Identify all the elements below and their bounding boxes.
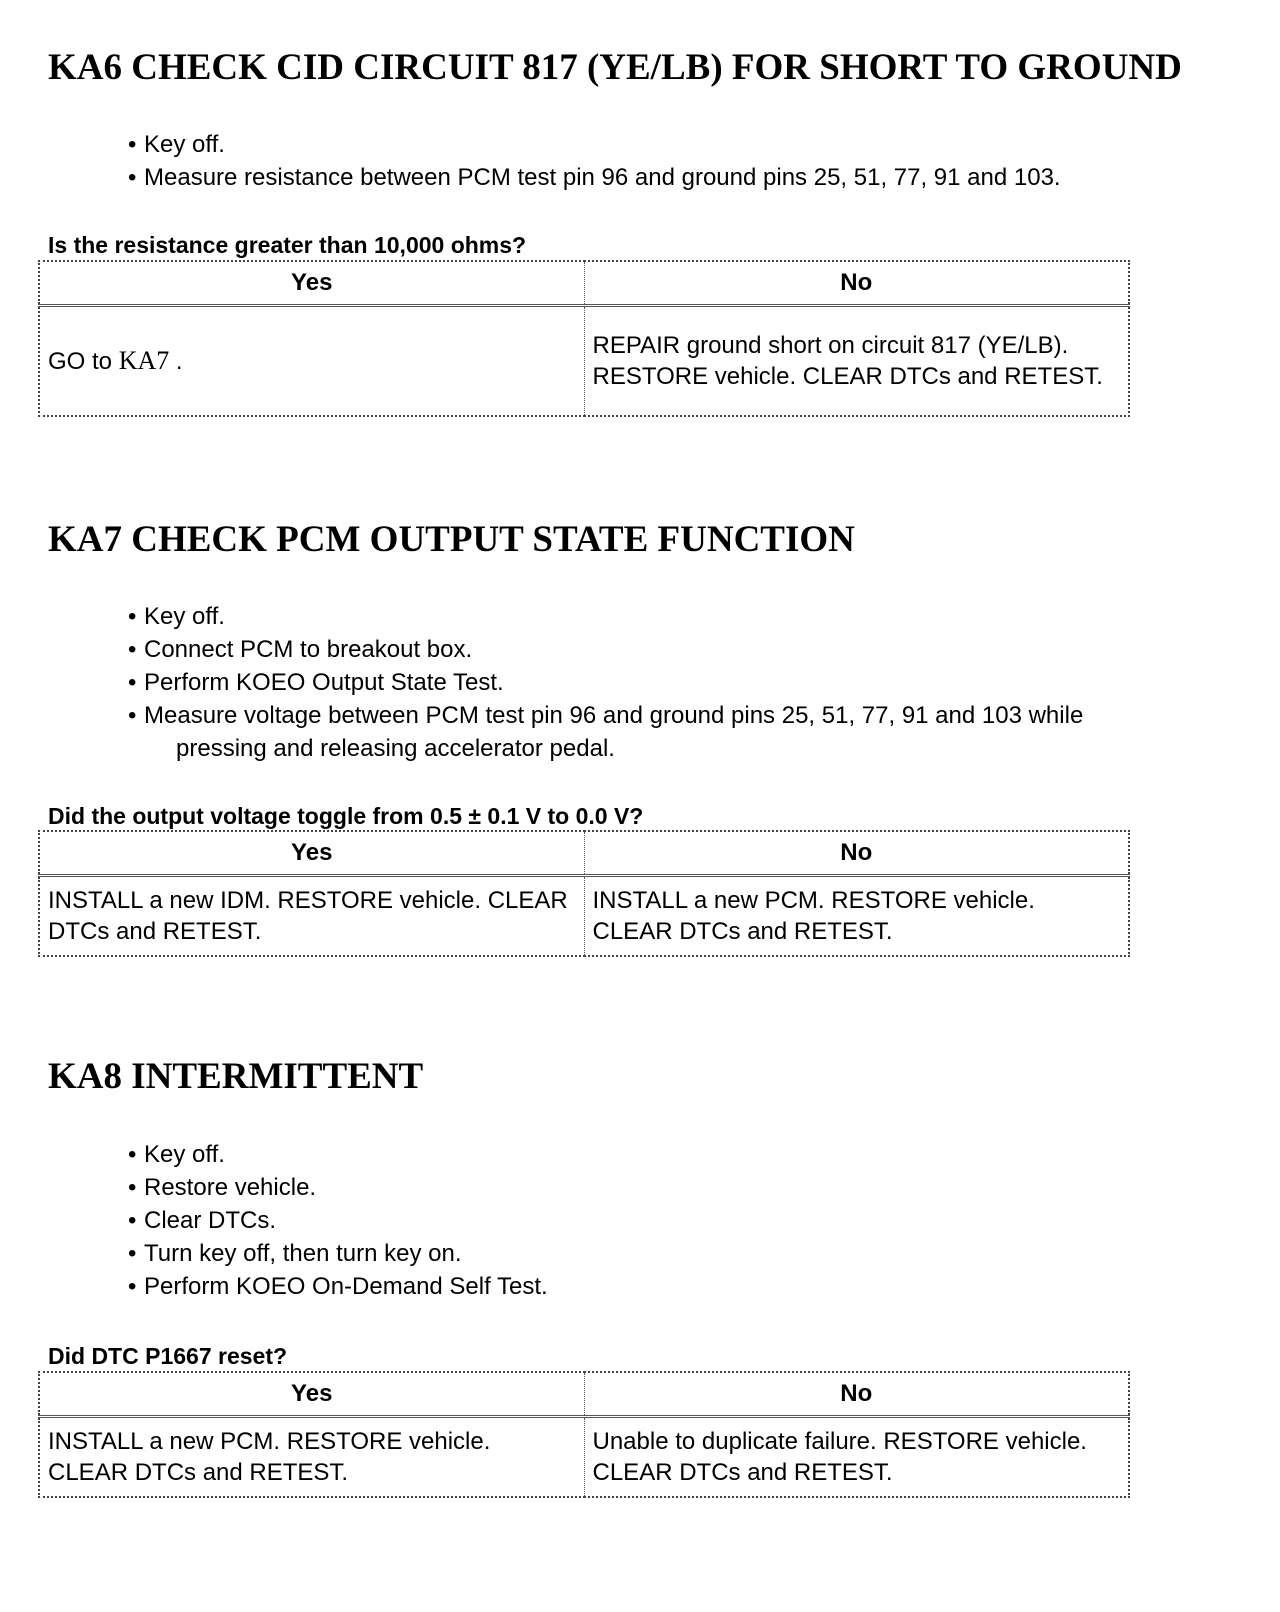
question: Did DTC P1667 reset? xyxy=(48,1343,288,1369)
answer-table xyxy=(38,830,1130,957)
no-column-header: No xyxy=(584,831,1129,876)
step-item: • Turn key off, then turn key on. xyxy=(128,1237,548,1270)
bullet-icon: • xyxy=(128,702,137,729)
step-item: • Key off. xyxy=(128,1138,548,1171)
section-heading: KA8 INTERMITTENT xyxy=(48,1056,424,1097)
table-row xyxy=(39,876,1129,956)
no-answer-cell: INSTALL a new PCM. RESTORE vehicle. CLEAR DTCs and RETEST. xyxy=(584,876,1129,956)
cross-reference-link[interactable]: KA7 xyxy=(118,345,170,375)
table-row xyxy=(39,1417,1129,1497)
section-heading: KA7 CHECK PCM OUTPUT STATE FUNCTION xyxy=(48,519,855,560)
no-answer-cell: REPAIR ground short on circuit 817 (YE/LB). RESTORE vehicle. CLEAR DTCs and RETEST. xyxy=(584,306,1129,416)
yes-answer-cell: INSTALL a new IDM. RESTORE vehicle. CLEAR DTCs and RETEST. xyxy=(39,876,584,956)
step-item: • Restore vehicle. xyxy=(128,1171,548,1204)
yes-column-header: Yes xyxy=(39,261,584,306)
no-column-header: No xyxy=(584,261,1129,306)
step-item: • Key off. xyxy=(128,128,1061,161)
bullet-icon: • xyxy=(128,603,137,630)
question: Is the resistance greater than 10,000 ohms? xyxy=(48,232,527,258)
question: Did the output voltage toggle from 0.5 ± 0.1 V to 0.0 V? xyxy=(48,803,644,829)
bullet-icon: • xyxy=(128,1207,137,1234)
no-column-header: No xyxy=(584,1372,1129,1417)
step-list xyxy=(128,128,1061,194)
section-heading: KA6 CHECK CID CIRCUIT 817 (YE/LB) FOR SHORT TO GROUND xyxy=(48,47,1182,88)
bullet-icon: • xyxy=(128,164,137,191)
step-item: • Key off. xyxy=(128,600,1083,633)
bullet-icon: • xyxy=(128,1240,137,1267)
yes-answer-cell: GO to KA7 . xyxy=(39,306,584,416)
step-item: • Perform KOEO On-Demand Self Test. xyxy=(128,1270,548,1303)
step-list xyxy=(128,600,1083,765)
bullet-icon: • xyxy=(128,1141,137,1168)
yes-column-header: Yes xyxy=(39,831,584,876)
step-list xyxy=(128,1138,548,1303)
yes-answer-cell: INSTALL a new PCM. RESTORE vehicle. CLEAR DTCs and RETEST. xyxy=(39,1417,584,1497)
table-header-row xyxy=(39,831,1129,876)
bullet-icon: • xyxy=(128,636,137,663)
table-row xyxy=(39,306,1129,416)
no-answer-cell: Unable to duplicate failure. RESTORE vehicle. CLEAR DTCs and RETEST. xyxy=(584,1417,1129,1497)
answer-table xyxy=(38,260,1130,417)
table-header-row xyxy=(39,261,1129,306)
bullet-icon: • xyxy=(128,669,137,696)
step-item: • Clear DTCs. xyxy=(128,1204,548,1237)
yes-column-header: Yes xyxy=(39,1372,584,1417)
table-header-row xyxy=(39,1372,1129,1417)
step-item: • Perform KOEO Output State Test. xyxy=(128,666,1083,699)
bullet-icon: • xyxy=(128,1273,137,1300)
step-item: • Connect PCM to breakout box. xyxy=(128,633,1083,666)
bullet-icon: • xyxy=(128,131,137,158)
answer-table xyxy=(38,1371,1130,1498)
step-item: • Measure resistance between PCM test pin 96 and ground pins 25, 51, 77, 91 and 103. xyxy=(128,161,1061,194)
bullet-icon: • xyxy=(128,1174,137,1201)
step-item: • Measure voltage between PCM test pin 96 and ground pins 25, 51, 77, 91 and 103 while pressing and releasing accelerator pedal. xyxy=(128,699,1083,765)
